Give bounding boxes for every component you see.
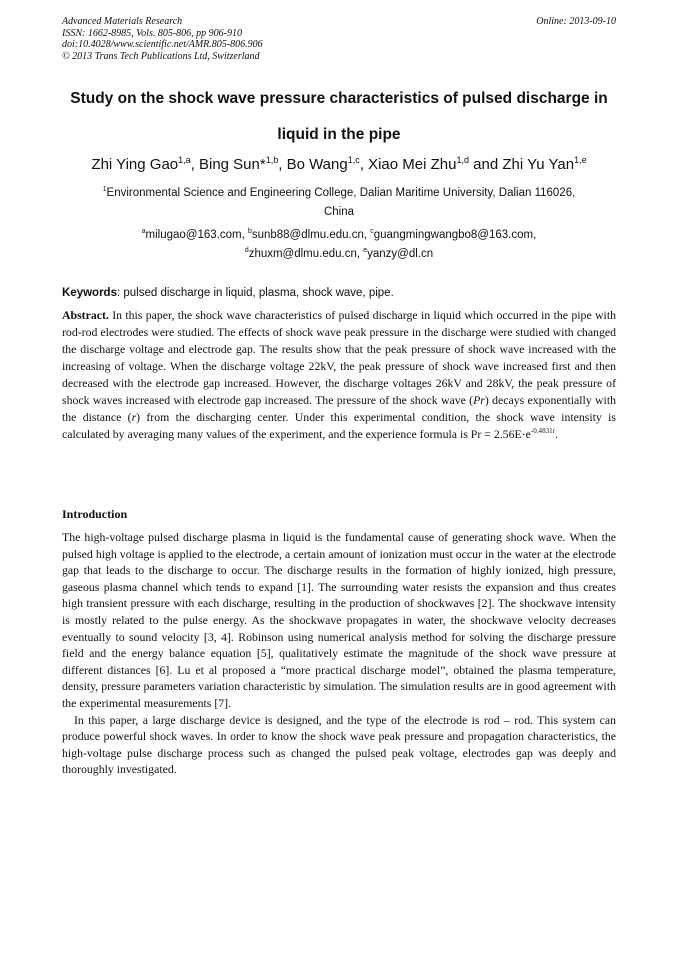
paper-title-line-2: liquid in the pipe [277,126,401,143]
author-separator: , [190,156,199,173]
formula-exponent: -0.4831r [530,427,556,436]
email-link[interactable]: zhuxm@dlmu.edu.cn [248,248,357,260]
email-entry [248,229,370,241]
introduction-body [62,529,616,778]
email-link[interactable]: sunb88@dlmu.edu.cn [251,229,364,241]
email-separator: , [533,229,537,241]
abstract-text: In this paper, the shock wave characteristics of pulsed discharge in liquid which occurred in the pipe with rod-rod electrodes were studied. The effects of shock wave peak pressure in the discharge were studied with changed the discharge voltage and electrode gap. The results show that the peak pressure of shock wave increased with the increasing of voltage. When the discharge voltage 22kV, the peak pressure of shock wave increased first and then decreased with the electrode gap increased. However, the discharge voltages 26kV and 28kV, the peak pressure of shock waves increased with electrode gap increased. The pressure of the shock wave ( [62,308,616,407]
keywords [62,285,616,301]
email-entry [370,229,536,241]
journal-name: Advanced Materials Research [62,16,183,27]
email-sup: d [244,247,249,255]
author [91,156,190,173]
abstract [62,307,616,443]
email-separator: , [356,248,364,260]
paper-title-line-1: Study on the shock wave pressure characteristics of pulsed discharge in [70,90,608,107]
journal-doi: doi:10.4028/www.scientific.net/AMR.805-806.906 [62,39,263,50]
introduction-paragraph: The high-voltage pulsed discharge plasma in liquid is the fundamental cause of generating shock wave. When the pulsed high voltage is applied to the electrode, a certain amount of ionization must occur in the water at the electrode gap that leads to the discharge to occur. The discharge results in the formation of highly ionized, high pressure, gaseous plasma channel which tends to expand [1]. The surrounding water resists the expansion and thus creates high transient pressure with each discharge, resulting in the production of shockwaves [2]. The shockwave intensity is mostly related to the pulse energy. As the shockwave propagates in water, the shockwave velocity decreases eventually to sound velocity [3, 4]. Robinson using numerical analysis method for solving the discharge pressure field and the energy balance equation [5], qualitatively estimate the magnitude of the shock wave pressure at different distances [6]. Lu et al proposed a “more practical discharge model”, obtained the plasma temperature, density, pressure parameters variation characteristic by simulation. The simulation results are in good agreement with the experimental measurements [7]. [62,530,616,710]
abstract-text: ) decays exponentially with the distance ( [62,393,616,424]
email-list [62,226,616,264]
author [502,156,586,173]
email-sup: b [247,228,252,236]
author-affil-sup: 1,c [347,155,360,165]
author [199,156,278,173]
affiliation [62,184,616,222]
email-sup: a [141,228,146,236]
keywords-text: : pulsed discharge in liquid, plasma, shock wave, pipe. [116,287,394,299]
email-sup: e [363,247,368,255]
abstract-symbol-r: r [131,410,137,424]
author-list [30,155,648,175]
author-name: Bo Wang [286,156,348,173]
author-separator: , [359,156,369,173]
journal-copyright: © 2013 Trans Tech Publications Ltd, Switzerland [62,50,260,62]
author-name: Zhi Yu Yan [502,156,575,173]
abstract-text: . [555,427,558,441]
author-affil-sup: 1,b [265,155,279,165]
email-entry [142,229,248,241]
author-name: Zhi Ying Gao [91,156,179,173]
abstract-symbol-pr: Pr [473,393,485,407]
email-link[interactable]: yanzy@dl.cn [367,248,434,260]
email-entry [245,248,363,260]
section-heading-introduction: Introduction [62,507,128,521]
affiliation-text: Environmental Science and Engineering College, Dalian Maritime University, Dalian 116026, [106,187,576,199]
author [368,156,469,173]
author-affil-sup: 1,d [456,155,469,165]
email-link[interactable]: guangmingwangbo8@163.com [373,229,534,241]
affiliation-country: China [323,206,355,218]
author [287,156,360,173]
author-name: Bing Sun* [198,156,266,173]
author-separator: and [468,156,503,173]
author-separator: , [278,156,287,173]
introduction-paragraph: In this paper, a large discharge device is designed, and the type of the electrode is rod – rod. This system can produce powerful shock waves. In order to know the shock wave peak pressure and propagation characteristics, the high-voltage pulse discharge process such as changed the pulsed peak voltage, electrodes gap was deeply and thoroughly investigated. [62,712,616,777]
email-separator: , [241,229,248,241]
author-affil-sup: 1,e [574,155,587,165]
abstract-text: ) from the discharging center. Under this experimental condition, the shock wave intensity is calculated by averaging many values of the experiment, and the experience formula is Pr = 2.56E·e [62,410,616,441]
journal-issn: ISSN: 1662-8985, Vols. 805-806, pp 906-910 [62,27,242,39]
email-separator: , [363,229,371,241]
journal-meta [62,16,616,62]
author-affil-sup: 1,a [178,155,191,165]
abstract-label: Abstract. [62,308,109,322]
keywords-label: Keywords [62,287,117,299]
online-date: Online: 2013-09-10 [536,16,616,27]
email-entry [363,248,433,260]
email-link[interactable]: milugao@163.com [145,229,242,241]
email-sup: c [370,228,374,236]
author-name: Xiao Mei Zhu [368,156,457,173]
affiliation-sup: 1 [102,186,107,194]
